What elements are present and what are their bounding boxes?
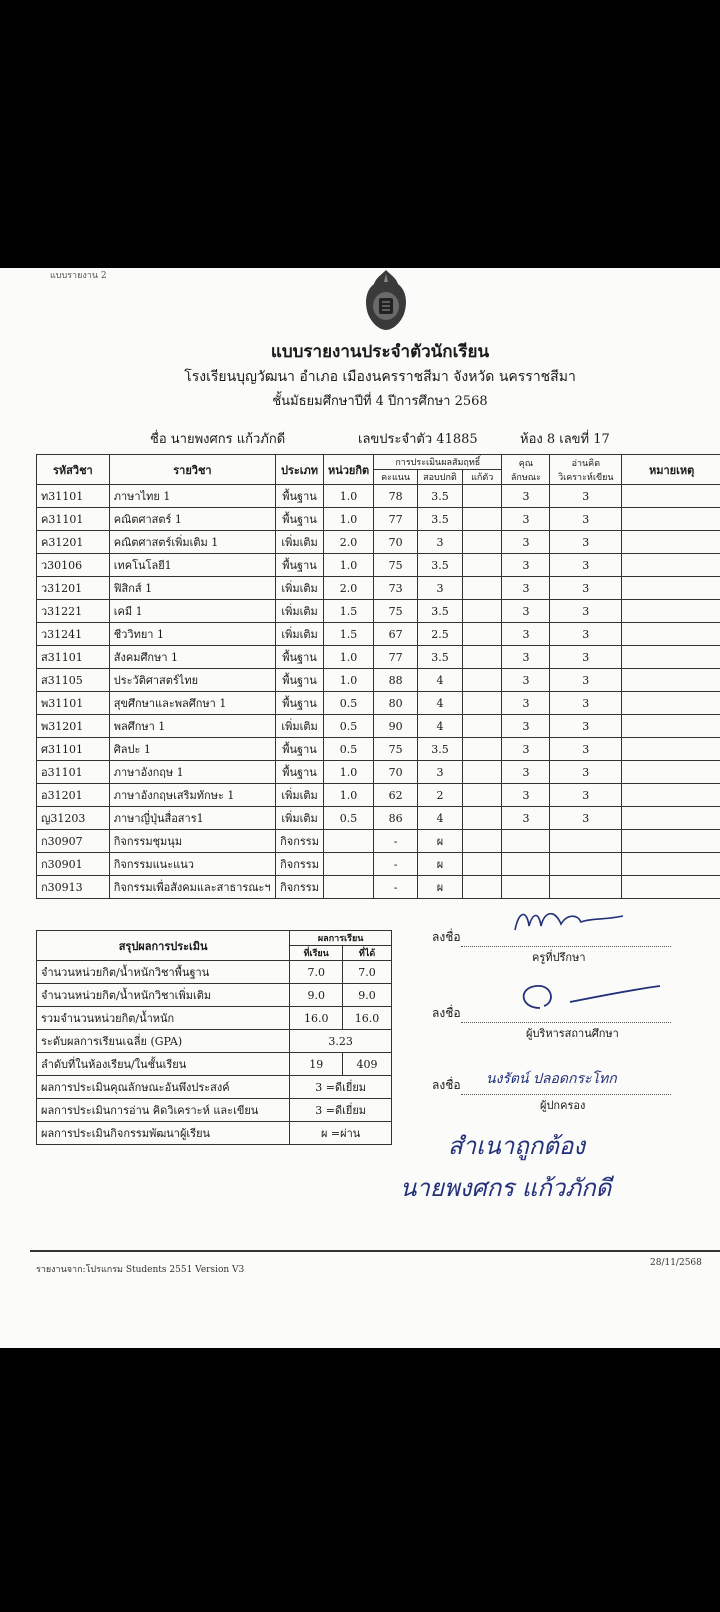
row-score: -	[374, 853, 418, 876]
row-grade: 3.5	[418, 600, 463, 623]
row-character	[502, 853, 550, 876]
advisor-signature-mark	[505, 906, 635, 936]
row-character	[502, 876, 550, 899]
summary-label: ระดับผลการเรียนเฉลี่ย (GPA)	[37, 1030, 290, 1053]
table-row	[37, 830, 720, 853]
row-credit: 1.0	[323, 761, 373, 784]
row-grade: 3.5	[418, 508, 463, 531]
row-subject: ประวัติศาสตร์ไทย	[109, 669, 275, 692]
row-reading: 3	[550, 554, 622, 577]
row-grade: 2	[418, 784, 463, 807]
summary-value-got: 7.0	[343, 961, 392, 984]
row-subject: ศิลปะ 1	[109, 738, 275, 761]
row-score: 67	[374, 623, 418, 646]
row-reading: 3	[550, 738, 622, 761]
row-type: เพิ่มเติม	[276, 715, 324, 738]
row-fix	[462, 784, 502, 807]
row-subject: เทคโนโลยี1	[109, 554, 275, 577]
row-code: ว31201	[37, 577, 110, 600]
row-reading: 3	[550, 508, 622, 531]
row-code: ว31221	[37, 600, 110, 623]
row-note	[622, 669, 720, 692]
row-note	[622, 830, 720, 853]
row-grade: 3.5	[418, 485, 463, 508]
row-code: ส31101	[37, 646, 110, 669]
row-credit: 1.5	[323, 623, 373, 646]
header-assessment: การประเมินผลสัมฤทธิ์	[374, 455, 502, 470]
row-grade: 3	[418, 761, 463, 784]
row-reading: 3	[550, 577, 622, 600]
row-type: พื้นฐาน	[276, 738, 324, 761]
row-code: พ31201	[37, 715, 110, 738]
row-type: เพิ่มเติม	[276, 577, 324, 600]
header-subject: รายวิชา	[109, 455, 275, 485]
row-credit: 1.0	[323, 508, 373, 531]
header-credit: หน่วยกิต	[323, 455, 373, 485]
summary-value-study: ผ =ผ่าน	[290, 1122, 392, 1145]
header-character	[502, 455, 550, 485]
row-credit: 0.5	[323, 692, 373, 715]
row-fix	[462, 554, 502, 577]
summary-title: สรุปผลการประเมิน	[37, 931, 290, 961]
summary-row	[37, 1076, 392, 1099]
row-subject: ภาษาอังกฤษ 1	[109, 761, 275, 784]
row-fix	[462, 508, 502, 531]
row-grade: 4	[418, 715, 463, 738]
row-subject: คณิตศาสตร์เพิ่มเติม 1	[109, 531, 275, 554]
summary-row	[37, 961, 392, 984]
parent-role: ผู้ปกครอง	[540, 1099, 586, 1112]
row-reading	[550, 830, 622, 853]
header-code: รหัสวิชา	[37, 455, 110, 485]
summary-value-study: 16.0	[290, 1007, 343, 1030]
summary-col-got: ที่ได้	[343, 946, 392, 961]
row-score: -	[374, 830, 418, 853]
row-credit: 0.5	[323, 738, 373, 761]
director-role: ผู้บริหารสถานศึกษา	[526, 1027, 619, 1040]
row-code: ก30901	[37, 853, 110, 876]
row-subject: กิจกรรมแนะแนว	[109, 853, 275, 876]
row-code: อ31101	[37, 761, 110, 784]
row-subject: ชีววิทยา 1	[109, 623, 275, 646]
row-type: เพิ่มเติม	[276, 807, 324, 830]
row-note	[622, 554, 720, 577]
row-code: ว30106	[37, 554, 110, 577]
row-subject: สังคมศึกษา 1	[109, 646, 275, 669]
row-credit: 1.0	[323, 554, 373, 577]
row-type: พื้นฐาน	[276, 761, 324, 784]
summary-value-study: 3 =ดีเยี่ยม	[290, 1099, 392, 1122]
row-character: 3	[502, 646, 550, 669]
row-note	[622, 853, 720, 876]
row-reading: 3	[550, 784, 622, 807]
row-type: พื้นฐาน	[276, 692, 324, 715]
row-score: 77	[374, 508, 418, 531]
footer-rule	[30, 1250, 720, 1252]
row-subject: สุขศึกษาและพลศึกษา 1	[109, 692, 275, 715]
row-character: 3	[502, 508, 550, 531]
row-fix	[462, 485, 502, 508]
row-fix	[462, 715, 502, 738]
row-note	[622, 807, 720, 830]
summary-label: ผลการประเมินกิจกรรมพัฒนาผู้เรียน	[37, 1122, 290, 1145]
row-score: -	[374, 876, 418, 899]
summary-value-study: 19	[290, 1053, 343, 1076]
report-title: แบบรายงานประจำตัวนักเรียน	[270, 342, 490, 362]
table-row	[37, 485, 720, 508]
row-type: เพิ่มเติม	[276, 623, 324, 646]
row-character: 3	[502, 669, 550, 692]
row-credit: 2.0	[323, 577, 373, 600]
row-grade: 3.5	[418, 646, 463, 669]
director-signature-mark	[510, 978, 670, 1018]
summary-row	[37, 1099, 392, 1122]
row-fix	[462, 577, 502, 600]
row-type: เพิ่มเติม	[276, 784, 324, 807]
row-grade: ผ	[418, 876, 463, 899]
table-row	[37, 508, 720, 531]
row-grade: 3.5	[418, 554, 463, 577]
row-fix	[462, 646, 502, 669]
row-type: เพิ่มเติม	[276, 600, 324, 623]
row-grade: 4	[418, 669, 463, 692]
row-code: ก30907	[37, 830, 110, 853]
row-reading	[550, 876, 622, 899]
row-subject: กิจกรรมชุมนุม	[109, 830, 275, 853]
report-paper	[0, 268, 720, 1348]
header-character-line2: ลักษณะ	[510, 472, 541, 483]
row-score: 62	[374, 784, 418, 807]
row-type: พื้นฐาน	[276, 485, 324, 508]
header-score: คะแนน	[374, 470, 418, 485]
table-row	[37, 784, 720, 807]
row-note	[622, 485, 720, 508]
row-grade: 2.5	[418, 623, 463, 646]
school-line: โรงเรียนบุญวัฒนา อำเภอ เมืองนครราชสีมา จังหวัด นครราชสีมา	[184, 369, 576, 385]
row-fix	[462, 669, 502, 692]
row-character: 3	[502, 784, 550, 807]
advisor-role: ครูที่ปรึกษา	[532, 951, 586, 964]
row-subject: คณิตศาสตร์ 1	[109, 508, 275, 531]
summary-value-study: 3.23	[290, 1030, 392, 1053]
school-emblem-icon	[362, 268, 410, 332]
row-type: กิจกรรม	[276, 876, 324, 899]
summary-label: ผลการประเมินคุณลักษณะอันพึงประสงค์	[37, 1076, 290, 1099]
row-reading: 3	[550, 807, 622, 830]
row-character: 3	[502, 554, 550, 577]
row-subject: ภาษาไทย 1	[109, 485, 275, 508]
row-note	[622, 784, 720, 807]
row-reading: 3	[550, 646, 622, 669]
row-note	[622, 761, 720, 784]
row-type: พื้นฐาน	[276, 646, 324, 669]
parent-sign-label: ลงชื่อ	[432, 1078, 461, 1092]
row-character: 3	[502, 807, 550, 830]
row-character: 3	[502, 600, 550, 623]
header-grade: สอบปกติ	[418, 470, 463, 485]
table-row	[37, 646, 720, 669]
row-grade: ผ	[418, 830, 463, 853]
row-credit: 1.5	[323, 600, 373, 623]
row-code: ก30913	[37, 876, 110, 899]
row-grade: ผ	[418, 853, 463, 876]
row-type: เพิ่มเติม	[276, 531, 324, 554]
row-character: 3	[502, 485, 550, 508]
row-credit: 0.5	[323, 715, 373, 738]
row-note	[622, 508, 720, 531]
row-character	[502, 830, 550, 853]
row-note	[622, 600, 720, 623]
row-subject: กิจกรรมเพื่อสังคมและสาธารณะฯ	[109, 876, 275, 899]
row-grade: 3	[418, 531, 463, 554]
summary-row	[37, 1122, 392, 1145]
summary-label: จำนวนหน่วยกิต/น้ำหนักวิชาพื้นฐาน	[37, 961, 290, 984]
table-row	[37, 715, 720, 738]
form-code: แบบรายงาน 2	[50, 271, 107, 281]
row-fix	[462, 692, 502, 715]
row-type: พื้นฐาน	[276, 554, 324, 577]
table-row	[37, 692, 720, 715]
summary-table	[36, 930, 392, 1145]
row-fix	[462, 761, 502, 784]
row-credit: 1.0	[323, 669, 373, 692]
summary-value-study: 9.0	[290, 984, 343, 1007]
row-fix	[462, 876, 502, 899]
row-score: 86	[374, 807, 418, 830]
summary-value-got: 16.0	[343, 1007, 392, 1030]
row-fix	[462, 531, 502, 554]
grade-line: ชั้นมัธยมศึกษาปีที่ 4 ปีการศึกษา 2568	[272, 394, 488, 409]
certified-name-handwriting: นายพงศกร แก้วภักดี	[400, 1174, 612, 1202]
row-code: ส31105	[37, 669, 110, 692]
row-credit: 2.0	[323, 531, 373, 554]
table-row	[37, 577, 720, 600]
row-code: ญ31203	[37, 807, 110, 830]
row-code: ค31201	[37, 531, 110, 554]
table-row	[37, 761, 720, 784]
row-credit	[323, 830, 373, 853]
summary-label: ผลการประเมินการอ่าน คิดวิเคราะห์ และเขียน	[37, 1099, 290, 1122]
row-note	[622, 715, 720, 738]
summary-col-study: ที่เรียน	[290, 946, 343, 961]
student-name: ชื่อ นายพงศกร แก้วภักดี	[150, 432, 286, 447]
row-subject: ฟิสิกส์ 1	[109, 577, 275, 600]
header-reading	[550, 455, 622, 485]
header-fix: แก้ตัว	[462, 470, 502, 485]
row-reading: 3	[550, 531, 622, 554]
header-reading-line2: วิเคราะห์เขียน	[558, 472, 614, 483]
row-note	[622, 646, 720, 669]
row-score: 75	[374, 600, 418, 623]
advisor-sign-label: ลงชื่อ	[432, 930, 461, 944]
row-credit: 0.5	[323, 807, 373, 830]
row-subject: พลศึกษา 1	[109, 715, 275, 738]
row-credit: 1.0	[323, 784, 373, 807]
row-type: พื้นฐาน	[276, 669, 324, 692]
row-note	[622, 738, 720, 761]
row-fix	[462, 623, 502, 646]
row-subject: เคมี 1	[109, 600, 275, 623]
table-row	[37, 853, 720, 876]
table-row	[37, 669, 720, 692]
header-note: หมายเหตุ	[622, 455, 720, 485]
row-score: 78	[374, 485, 418, 508]
row-note	[622, 577, 720, 600]
row-code: ท31101	[37, 485, 110, 508]
row-reading	[550, 853, 622, 876]
certified-copy-handwriting: สำเนาถูกต้อง	[448, 1132, 585, 1160]
row-type: พื้นฐาน	[276, 508, 324, 531]
row-code: พ31101	[37, 692, 110, 715]
table-row	[37, 600, 720, 623]
table-row	[37, 531, 720, 554]
table-row	[37, 738, 720, 761]
row-fix	[462, 738, 502, 761]
student-id: เลขประจำตัว 41885	[358, 432, 478, 447]
row-score: 75	[374, 738, 418, 761]
grades-table	[36, 454, 720, 899]
row-code: ว31241	[37, 623, 110, 646]
row-note	[622, 876, 720, 899]
parent-name: นงรัตน์ ปลอดกระโทก	[486, 1071, 617, 1087]
row-score: 80	[374, 692, 418, 715]
row-character: 3	[502, 623, 550, 646]
row-fix	[462, 807, 502, 830]
row-subject: ภาษาญี่ปุ่นสื่อสาร1	[109, 807, 275, 830]
row-credit	[323, 876, 373, 899]
row-character: 3	[502, 715, 550, 738]
footer-date: 28/11/2568	[650, 1258, 702, 1268]
summary-row	[37, 1007, 392, 1030]
row-credit	[323, 853, 373, 876]
header-character-line1: คุณ	[518, 458, 534, 469]
row-score: 88	[374, 669, 418, 692]
header-reading-line1: อ่านคิด	[571, 458, 601, 469]
summary-row	[37, 1053, 392, 1076]
table-row	[37, 807, 720, 830]
row-code: อ31201	[37, 784, 110, 807]
row-code: ศ31101	[37, 738, 110, 761]
summary-result-header: ผลการเรียน	[290, 931, 392, 946]
row-reading: 3	[550, 761, 622, 784]
row-credit: 1.0	[323, 646, 373, 669]
row-score: 75	[374, 554, 418, 577]
row-grade: 3	[418, 577, 463, 600]
row-character: 3	[502, 577, 550, 600]
row-code: ค31101	[37, 508, 110, 531]
summary-label: จำนวนหน่วยกิต/น้ำหนักวิชาเพิ่มเติม	[37, 984, 290, 1007]
row-note	[622, 623, 720, 646]
row-score: 73	[374, 577, 418, 600]
student-room: ห้อง 8 เลขที่ 17	[520, 432, 610, 447]
table-row	[37, 623, 720, 646]
table-row	[37, 554, 720, 577]
row-score: 70	[374, 761, 418, 784]
row-reading: 3	[550, 715, 622, 738]
row-grade: 4	[418, 692, 463, 715]
summary-row	[37, 984, 392, 1007]
row-note	[622, 531, 720, 554]
row-subject: ภาษาอังกฤษเสริมทักษะ 1	[109, 784, 275, 807]
director-sign-label: ลงชื่อ	[432, 1006, 461, 1020]
row-note	[622, 692, 720, 715]
row-type: กิจกรรม	[276, 830, 324, 853]
summary-row	[37, 1030, 392, 1053]
row-reading: 3	[550, 600, 622, 623]
summary-value-got: 9.0	[343, 984, 392, 1007]
summary-label: ลำดับที่ในห้องเรียน/ในชั้นเรียน	[37, 1053, 290, 1076]
row-credit: 1.0	[323, 485, 373, 508]
footer-source: รายงานจาก:โปรแกรม Students 2551 Version V3	[36, 1265, 245, 1275]
row-character: 3	[502, 738, 550, 761]
row-fix	[462, 600, 502, 623]
row-score: 77	[374, 646, 418, 669]
row-reading: 3	[550, 669, 622, 692]
table-row	[37, 876, 720, 899]
summary-label: รวมจำนวนหน่วยกิต/น้ำหนัก	[37, 1007, 290, 1030]
row-reading: 3	[550, 623, 622, 646]
summary-value-got: 409	[343, 1053, 392, 1076]
row-character: 3	[502, 692, 550, 715]
row-reading: 3	[550, 692, 622, 715]
row-reading: 3	[550, 485, 622, 508]
row-type: กิจกรรม	[276, 853, 324, 876]
summary-value-study: 3 =ดีเยี่ยม	[290, 1076, 392, 1099]
row-grade: 3.5	[418, 738, 463, 761]
row-fix	[462, 830, 502, 853]
row-score: 90	[374, 715, 418, 738]
row-fix	[462, 853, 502, 876]
row-character: 3	[502, 531, 550, 554]
row-character: 3	[502, 761, 550, 784]
row-score: 70	[374, 531, 418, 554]
row-grade: 4	[418, 807, 463, 830]
summary-value-study: 7.0	[290, 961, 343, 984]
header-type: ประเภท	[276, 455, 324, 485]
